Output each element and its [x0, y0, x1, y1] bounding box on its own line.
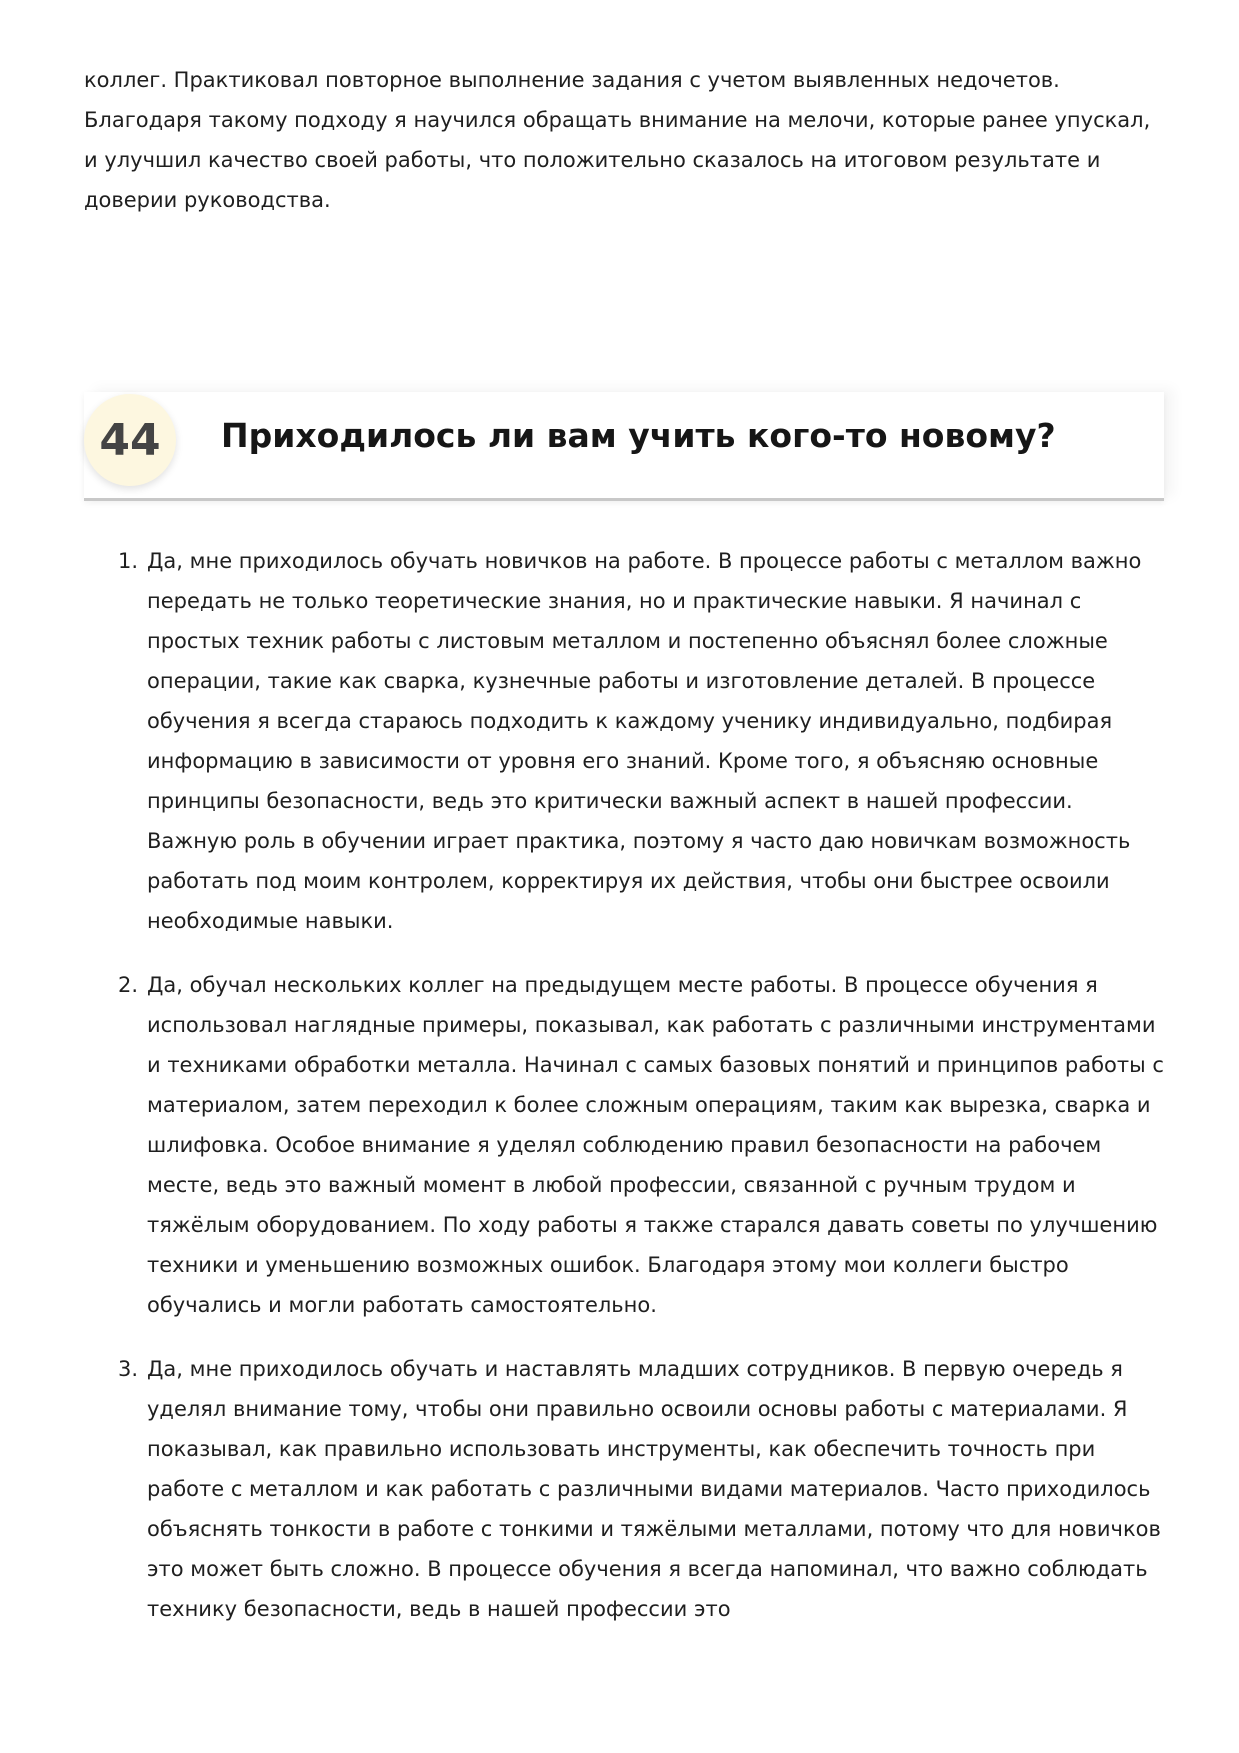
question-number-badge: 44: [84, 394, 176, 486]
answer-item: [84, 1349, 1164, 1629]
answer-text: Да, мне приходилось обучать и наставлять младших сотрудников. В первую очередь я уделял внимание тому, чтобы они правильно освоили основы работы с материалами. Я показывал, как правильно использовать инструменты, как обеспечить точность при работе с металлом и как работать с различными видами материалов. Часто приходилось объяснять тонкости в работе с тонкими и тяжёлыми металлами, потому что для новичков это может быть сложно. В процессе обучения я всегда напоминал, что важно соблюдать технику безопасности, ведь в нашей профессии это: [147, 1357, 1161, 1621]
question-title: Приходилось ли вам учить кого-то новому?: [221, 416, 1056, 455]
answer-number: 2.: [118, 973, 139, 997]
answer-number: 3.: [118, 1357, 139, 1381]
answer-list: [84, 541, 1164, 1653]
answer-item: [84, 965, 1164, 1325]
question-header: [84, 392, 1164, 501]
answer-text: Да, мне приходилось обучать новичков на работе. В процессе работы с металлом важно передать не только теоретические знания, но и практические навыки. Я начинал с простых техник работы с листовым металлом и постепенно объяснял более сложные операции, такие как сварка, кузнечные работы и изготовление деталей. В процессе обучения я всегда стараюсь подходить к каждому ученику индивидуально, подбирая информацию в зависимости от уровня его знаний. Кроме того, я объясняю основные принципы безопасности, ведь это критически важный аспект в нашей профессии. Важную роль в обучении играет практика, поэтому я часто даю новичкам возможность работать под моим контролем, корректируя их действия, чтобы они быстрее освоили необходимые навыки.: [147, 549, 1142, 933]
answer-text: Да, обучал нескольких коллег на предыдущем месте работы. В процессе обучения я использовал наглядные примеры, показывал, как работать с различными инструментами и техниками обработки металла. Начинал с самых базовых понятий и принципов работы с материалом, затем переходил к более сложным операциям, таким как вырезка, сварка и шлифовка. Особое внимание я уделял соблюдению правил безопасности на рабочем месте, ведь это важный момент в любой профессии, связанной с ручным трудом и тяжёлым оборудованием. По ходу работы я также старался давать советы по улучшению техники и уменьшению возможных ошибок. Благодаря этому мои коллеги быстро обучались и могли работать самостоятельно.: [147, 973, 1164, 1317]
intro-paragraph: коллег. Практиковал повторное выполнение задания с учетом выявленных недочетов. Благодаря такому подходу я научился обращать внимание на мелочи, которые ранее упускал, и улучшил качество своей работы, что положительно сказалось на итоговом результате и доверии руководства.: [84, 68, 1151, 212]
answer-number: 1.: [118, 549, 139, 573]
answer-item: [84, 541, 1164, 941]
